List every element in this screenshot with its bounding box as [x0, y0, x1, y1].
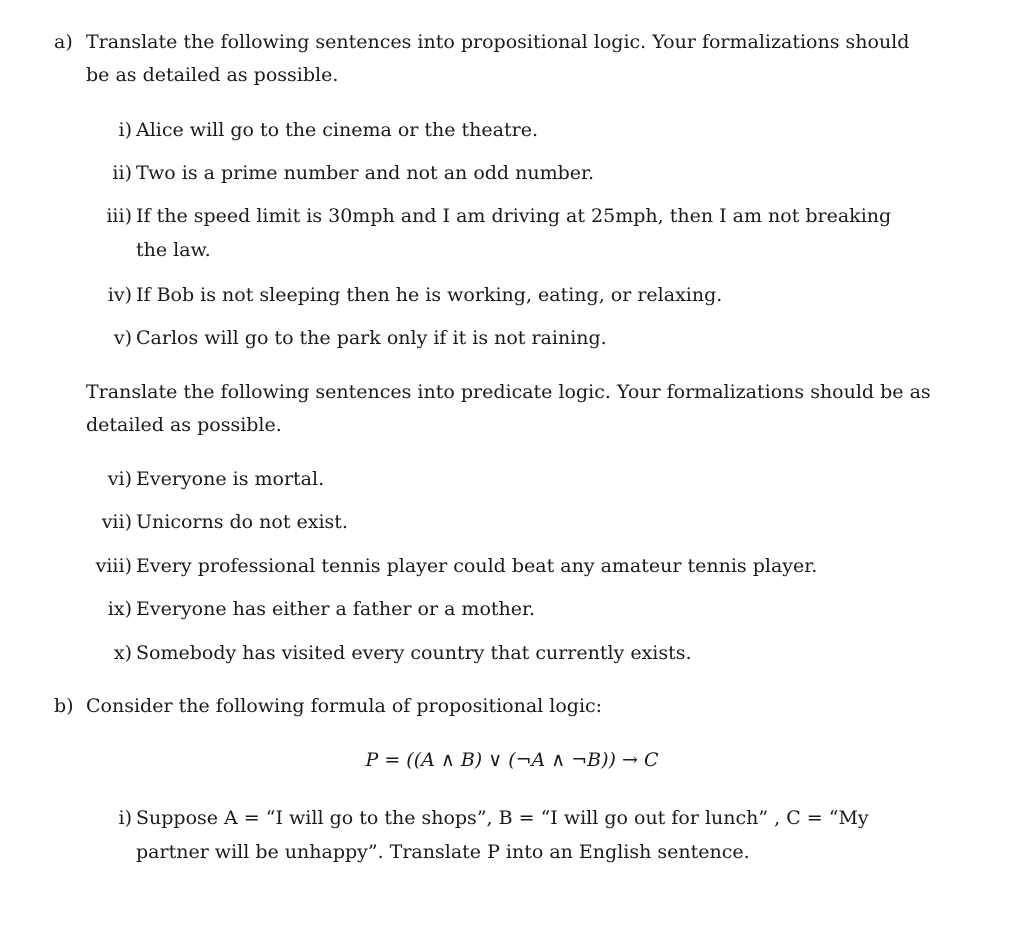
part-b-label: b)	[54, 695, 74, 717]
item-text: Alice will go to the cinema or the theatre.	[136, 119, 538, 141]
item-text: Carlos will go to the park only if it is not raining.	[136, 327, 607, 349]
item-text: Somebody has visited every country that currently exists.	[136, 642, 692, 664]
item-number: iv)	[107, 284, 132, 306]
item-number: x)	[113, 642, 132, 664]
item-text: Everyone has either a father or a mother.	[136, 598, 536, 620]
item-text-continuation: partner will be unhappy”. Translate P into an English sentence.	[136, 841, 750, 863]
item-number: i)	[118, 119, 132, 141]
item-number: viii)	[95, 555, 132, 577]
item-text-continuation: the law.	[136, 239, 211, 261]
part-a-label: a)	[54, 31, 73, 53]
item-number: vii)	[101, 511, 132, 533]
item-text: Every professional tennis player could beat any amateur tennis player.	[136, 555, 818, 577]
item-text: If the speed limit is 30mph and I am driving at 25mph, then I am not breaking	[136, 205, 892, 227]
item-text: Two is a prime number and not an odd number.	[136, 162, 595, 184]
item-number: iii)	[106, 205, 132, 227]
item-number: ii)	[112, 162, 132, 184]
item-text: If Bob is not sleeping then he is working, eating, or relaxing.	[136, 284, 723, 306]
item-number: vi)	[107, 468, 132, 490]
logic-formula: P = ((A ∧ B) ∨ (¬A ∧ ¬B)) → C	[365, 749, 659, 771]
item-text: Unicorns do not exist.	[136, 511, 348, 533]
item-text: Suppose A = “I will go to the shops”, B = “I will go out for lunch” , C = “My	[136, 807, 869, 829]
predicate-intro-line1: Translate the following sentences into predicate logic. Your formalizations should be as	[86, 381, 931, 403]
item-text: Everyone is mortal.	[136, 468, 325, 490]
item-number: ix)	[107, 598, 132, 620]
item-number: i)	[118, 807, 132, 829]
part-a-intro-line2: be as detailed as possible.	[86, 64, 339, 86]
item-number: v)	[113, 327, 132, 349]
predicate-intro-line2: detailed as possible.	[86, 414, 282, 436]
part-a-intro-line1: Translate the following sentences into propositional logic. Your formalizations should	[86, 31, 910, 53]
part-b-intro: Consider the following formula of propositional logic:	[86, 695, 603, 717]
